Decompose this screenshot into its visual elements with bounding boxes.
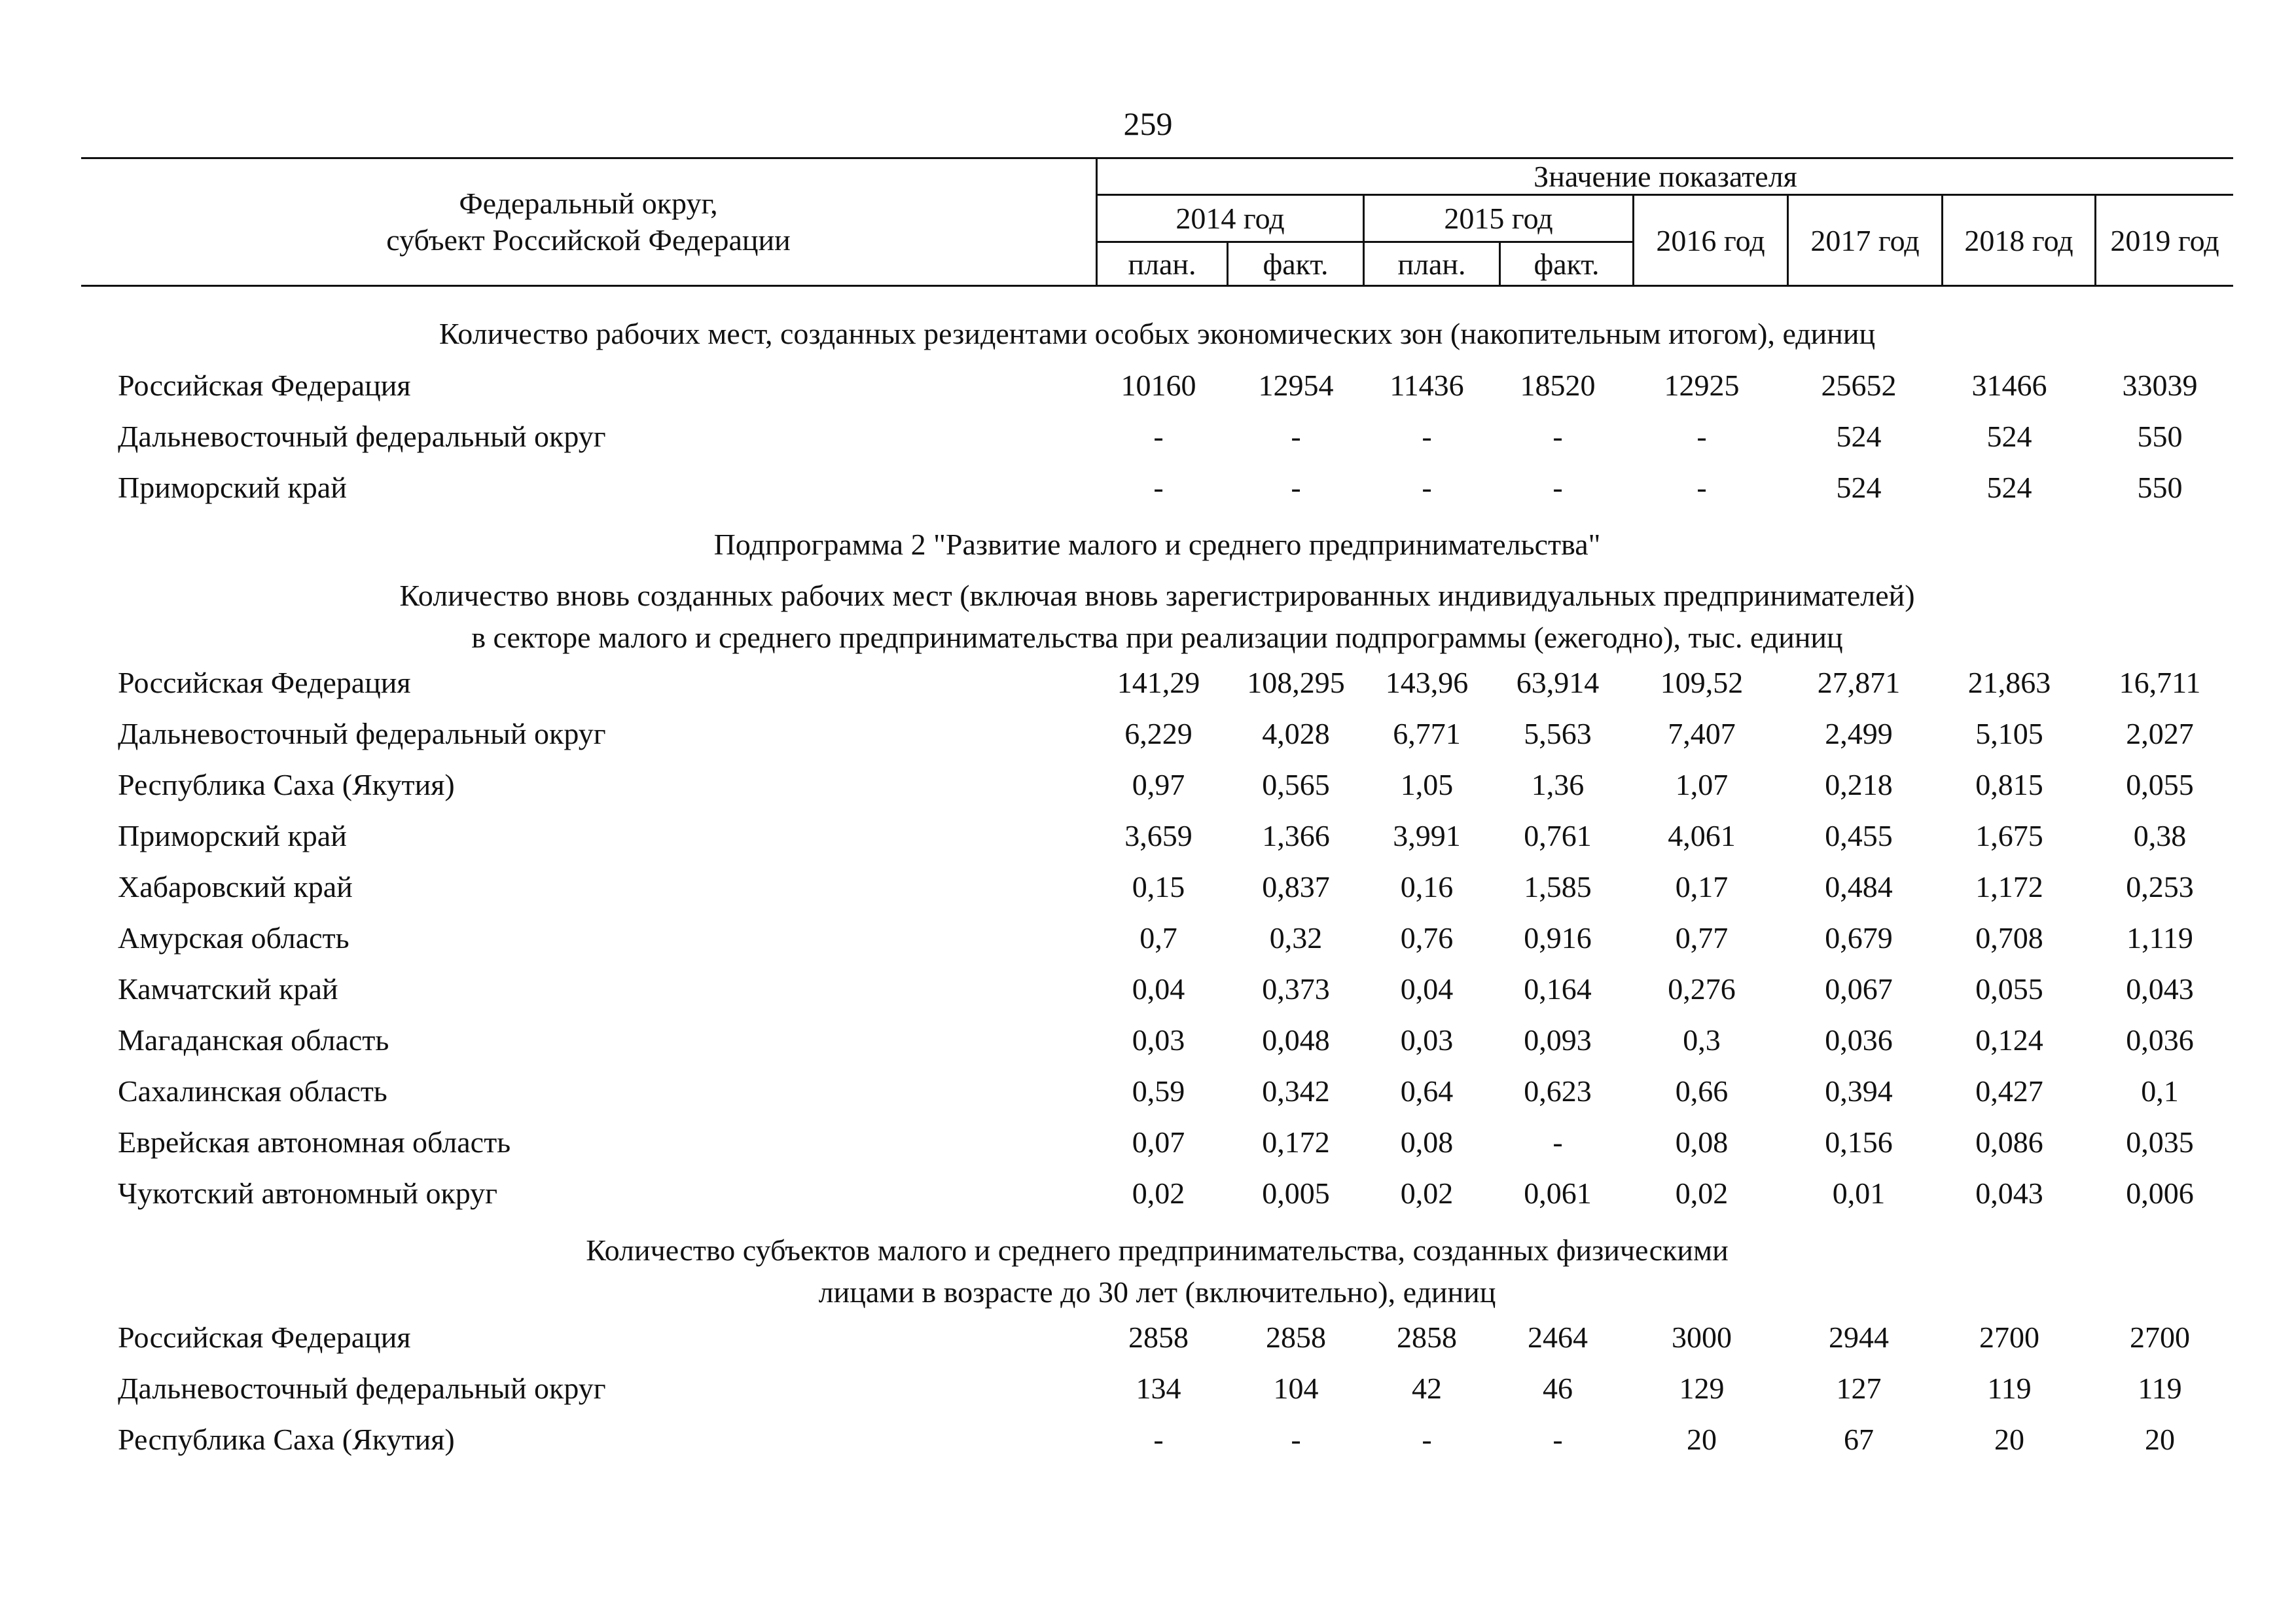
value-2014-fact: - [1291, 1423, 1301, 1456]
value-2016: 4,061 [1668, 819, 1736, 852]
value-2014-fact: 0,32 [1269, 921, 1323, 955]
value-2014-plan: 134 [1136, 1372, 1181, 1405]
value-2019: 1,119 [2126, 921, 2193, 955]
value-2014-plan: 10160 [1121, 369, 1196, 402]
section-title [81, 313, 2233, 355]
value-2017: 0,394 [1825, 1074, 1893, 1108]
value-2019: 0,38 [2133, 819, 2187, 852]
value-2015-fact: 18520 [1520, 369, 1596, 402]
value-2015-fact: 0,061 [1524, 1176, 1592, 1210]
table-row [118, 818, 2233, 864]
section-title [81, 1230, 2233, 1313]
value-2014-plan: 6,229 [1124, 717, 1193, 750]
value-2015-plan: 3,991 [1393, 819, 1461, 852]
value-2014-plan: 2858 [1128, 1321, 1189, 1354]
row-label: Дальневосточный федеральный округ [118, 717, 606, 750]
value-2017: 0,455 [1825, 819, 1893, 852]
value-2014-fact: 0,005 [1262, 1176, 1330, 1210]
value-2015-fact: 46 [1543, 1372, 1573, 1405]
row-label: Приморский край [118, 819, 347, 852]
value-2015-plan: 0,76 [1400, 921, 1454, 955]
value-2015-plan: 2858 [1397, 1321, 1457, 1354]
value-2017: 0,156 [1825, 1125, 1893, 1159]
value-2018: 0,086 [1975, 1125, 2043, 1159]
value-2015-plan: 42 [1412, 1372, 1442, 1405]
value-2016: 0,77 [1675, 921, 1729, 955]
value-2019: 0,1 [2141, 1074, 2179, 1108]
value-2017: 25652 [1821, 369, 1897, 402]
value-2018: 119 [1987, 1372, 2032, 1405]
value-2014-plan: - [1153, 471, 1164, 504]
value-2019: 2,027 [2126, 717, 2194, 750]
value-2015-plan: 6,771 [1393, 717, 1461, 750]
value-2018: 0,124 [1975, 1023, 2043, 1057]
value-2015-fact: 1,585 [1524, 870, 1592, 903]
table-header [81, 157, 2233, 287]
header-2015-fact: факт. [1501, 243, 1634, 285]
table-row [118, 921, 2233, 966]
value-2019: 0,043 [2126, 972, 2194, 1006]
value-2014-fact: 0,837 [1262, 870, 1330, 903]
section-title-line: Количество вновь созданных рабочих мест (включая вновь зарегистрированных индивидуальных предпринимателей) [399, 579, 1915, 612]
value-2017: 2,499 [1825, 717, 1893, 750]
value-2015-plan: 143,96 [1385, 666, 1469, 699]
row-label: Камчатский край [118, 972, 338, 1006]
value-2019: 0,055 [2126, 768, 2194, 801]
header-region-column [81, 159, 1096, 285]
value-2017: 0,01 [1832, 1176, 1886, 1210]
table-row [118, 1320, 2233, 1366]
value-2016: - [1696, 471, 1707, 504]
row-label: Республика Саха (Якутия) [118, 1423, 455, 1456]
value-2014-plan: 0,97 [1132, 768, 1185, 801]
header-values-block [1096, 159, 2235, 285]
value-2014-fact: 2858 [1266, 1321, 1326, 1354]
header-year-2015: 2015 год [1365, 196, 1634, 243]
header-region-line1: Федеральный округ, [459, 187, 718, 220]
value-2018: 524 [1986, 471, 2032, 504]
value-2016: 0,3 [1683, 1023, 1721, 1057]
value-2015-fact: - [1552, 1423, 1563, 1456]
value-2015-fact: 0,093 [1524, 1023, 1592, 1057]
value-2019: 33039 [2122, 369, 2198, 402]
table-row [118, 869, 2233, 915]
value-2016: 0,02 [1675, 1176, 1729, 1210]
value-2016: 0,08 [1675, 1125, 1729, 1159]
value-2018: 0,427 [1975, 1074, 2043, 1108]
value-2016: 1,07 [1675, 768, 1729, 801]
header-2014-fact: факт. [1229, 243, 1365, 285]
section-title-line: Количество рабочих мест, созданных резидентами особых экономических зон (накопительным итогом), единиц [439, 317, 1876, 350]
table-row [118, 1422, 2233, 1468]
section-title-line: Подпрограмма 2 "Развитие малого и среднего предпринимательства" [713, 528, 1601, 561]
value-2014-fact: 0,565 [1262, 768, 1330, 801]
table-row [118, 1371, 2233, 1417]
value-2014-fact: 0,373 [1262, 972, 1330, 1006]
value-2014-fact: 0,048 [1262, 1023, 1330, 1057]
table-row [118, 368, 2233, 414]
value-2015-plan: 0,16 [1400, 870, 1454, 903]
value-2014-plan: 0,7 [1139, 921, 1177, 955]
value-2015-fact: 2464 [1528, 1321, 1588, 1354]
value-2015-fact: 5,563 [1524, 717, 1592, 750]
value-2018: 2700 [1979, 1321, 2039, 1354]
value-2018: 1,172 [1975, 870, 2043, 903]
value-2015-fact: 63,914 [1516, 666, 1600, 699]
row-label: Приморский край [118, 471, 347, 504]
value-2015-fact: 0,916 [1524, 921, 1592, 955]
value-2014-fact: 104 [1273, 1372, 1319, 1405]
header-2014-plan: план. [1098, 243, 1229, 285]
value-2014-fact: 108,295 [1247, 666, 1345, 699]
value-2014-plan: - [1153, 420, 1164, 453]
value-2018: 524 [1986, 420, 2032, 453]
row-label: Российская Федерация [118, 1321, 411, 1354]
section-title-line: в секторе малого и среднего предпринимательства при реализации подпрограммы (ежегодно), тыс. единиц [471, 621, 1843, 654]
value-2014-plan: 0,03 [1132, 1023, 1185, 1057]
value-2018: 0,815 [1975, 768, 2043, 801]
value-2017: 0,218 [1825, 768, 1893, 801]
value-2018: 0,055 [1975, 972, 2043, 1006]
header-year-2018: 2018 год [1943, 196, 2096, 285]
value-2017: 0,036 [1825, 1023, 1893, 1057]
row-label: Российская Федерация [118, 666, 411, 699]
value-2019: 119 [2138, 1372, 2182, 1405]
value-2016: 0,17 [1675, 870, 1729, 903]
value-2017: 0,484 [1825, 870, 1893, 903]
value-2019: 0,036 [2126, 1023, 2194, 1057]
row-label: Дальневосточный федеральный округ [118, 1372, 606, 1405]
value-2019: 2700 [2130, 1321, 2190, 1354]
value-2014-fact: 12954 [1258, 369, 1334, 402]
value-2018: 31466 [1971, 369, 2047, 402]
value-2018: 0,708 [1975, 921, 2043, 955]
row-label: Российская Федерация [118, 369, 411, 402]
value-2017: 524 [1836, 471, 1882, 504]
table-row [118, 716, 2233, 762]
value-2014-fact: 4,028 [1262, 717, 1330, 750]
section-title [81, 575, 2233, 659]
value-2019: 0,006 [2126, 1176, 2194, 1210]
value-2017: 127 [1836, 1372, 1882, 1405]
value-2019: 0,253 [2126, 870, 2194, 903]
value-2016: 0,276 [1668, 972, 1736, 1006]
value-2014-fact: 0,342 [1262, 1074, 1330, 1108]
value-2017: 0,679 [1825, 921, 1893, 955]
table-row [118, 1023, 2233, 1068]
table-row [118, 972, 2233, 1017]
value-2014-plan: 0,15 [1132, 870, 1185, 903]
table-row [118, 470, 2233, 516]
row-label: Дальневосточный федеральный округ [118, 420, 606, 453]
value-2016: 129 [1679, 1372, 1725, 1405]
row-label: Сахалинская область [118, 1074, 387, 1108]
section-title-line: лицами в возрасте до 30 лет (включительно), единиц [818, 1275, 1496, 1309]
value-2018: 5,105 [1975, 717, 2043, 750]
value-2018: 20 [1994, 1423, 2024, 1456]
value-2018: 1,675 [1975, 819, 2043, 852]
value-2014-fact: 1,366 [1262, 819, 1330, 852]
value-2019: 16,711 [2119, 666, 2201, 699]
row-label: Хабаровский край [118, 870, 353, 903]
page-number: 259 [1123, 105, 1173, 142]
table-row [118, 665, 2233, 711]
value-2017: 524 [1836, 420, 1882, 453]
header-year-2016: 2016 год [1634, 196, 1789, 285]
value-2015-plan: - [1422, 471, 1432, 504]
header-value-title: Значение показателя [1098, 159, 2233, 196]
value-2015-plan: 0,64 [1400, 1074, 1454, 1108]
value-2017: 0,067 [1825, 972, 1893, 1006]
table-row [118, 419, 2233, 465]
value-2015-plan: 1,05 [1400, 768, 1454, 801]
subprogram-title [81, 524, 2233, 566]
value-2014-fact: 0,172 [1262, 1125, 1330, 1159]
value-2015-plan: - [1422, 1423, 1432, 1456]
value-2016: 109,52 [1660, 666, 1744, 699]
value-2014-fact: - [1291, 471, 1301, 504]
value-2015-plan: 0,03 [1400, 1023, 1454, 1057]
value-2015-plan: 0,08 [1400, 1125, 1454, 1159]
value-2016: 0,66 [1675, 1074, 1729, 1108]
value-2014-plan: 0,07 [1132, 1125, 1185, 1159]
value-2018: 21,863 [1967, 666, 2051, 699]
value-2018: 0,043 [1975, 1176, 2043, 1210]
row-label: Чукотский автономный округ [118, 1176, 498, 1210]
header-2015-plan: план. [1365, 243, 1501, 285]
value-2016: - [1696, 420, 1707, 453]
value-2014-plan: - [1153, 1423, 1164, 1456]
header-region-line2: субъект Российской Федерации [386, 223, 791, 257]
value-2017: 67 [1844, 1423, 1874, 1456]
value-2015-fact: - [1552, 471, 1563, 504]
table-row [118, 1125, 2233, 1171]
table-row [118, 1074, 2233, 1120]
row-label: Амурская область [118, 921, 350, 955]
value-2017: 27,871 [1817, 666, 1901, 699]
value-2016: 7,407 [1668, 717, 1736, 750]
value-2015-fact: 0,761 [1524, 819, 1592, 852]
value-2014-plan: 3,659 [1124, 819, 1193, 852]
header-year-2019: 2019 год [2110, 223, 2219, 257]
value-2015-fact: - [1552, 1125, 1563, 1159]
header-year-2014: 2014 год [1098, 196, 1365, 243]
value-2014-plan: 141,29 [1117, 666, 1200, 699]
value-2015-fact: 0,623 [1524, 1074, 1592, 1108]
value-2019: 20 [2145, 1423, 2175, 1456]
value-2015-fact: - [1552, 420, 1563, 453]
row-label: Еврейская автономная область [118, 1125, 511, 1159]
value-2015-plan: - [1422, 420, 1432, 453]
row-label: Магаданская область [118, 1023, 389, 1057]
value-2014-plan: 0,02 [1132, 1176, 1185, 1210]
value-2015-plan: 0,02 [1400, 1176, 1454, 1210]
value-2014-plan: 0,04 [1132, 972, 1185, 1006]
value-2015-plan: 11436 [1390, 369, 1464, 402]
value-2019: 0,035 [2126, 1125, 2194, 1159]
value-2017: 2944 [1829, 1321, 1889, 1354]
value-2014-fact: - [1291, 420, 1301, 453]
value-2015-fact: 1,36 [1531, 768, 1585, 801]
value-2015-fact: 0,164 [1524, 972, 1592, 1006]
value-2016: 3000 [1672, 1321, 1732, 1354]
value-2019: 550 [2137, 420, 2183, 453]
row-label: Республика Саха (Якутия) [118, 768, 455, 801]
header-year-2017: 2017 год [1789, 196, 1943, 285]
value-2014-plan: 0,59 [1132, 1074, 1185, 1108]
value-2015-plan: 0,04 [1400, 972, 1454, 1006]
value-2016: 12925 [1664, 369, 1740, 402]
value-2019: 550 [2137, 471, 2183, 504]
section-title-line: Количество субъектов малого и среднего предпринимательства, созданных физическими [586, 1233, 1729, 1267]
table-row [118, 1176, 2233, 1222]
value-2016: 20 [1687, 1423, 1717, 1456]
table-row [118, 767, 2233, 813]
